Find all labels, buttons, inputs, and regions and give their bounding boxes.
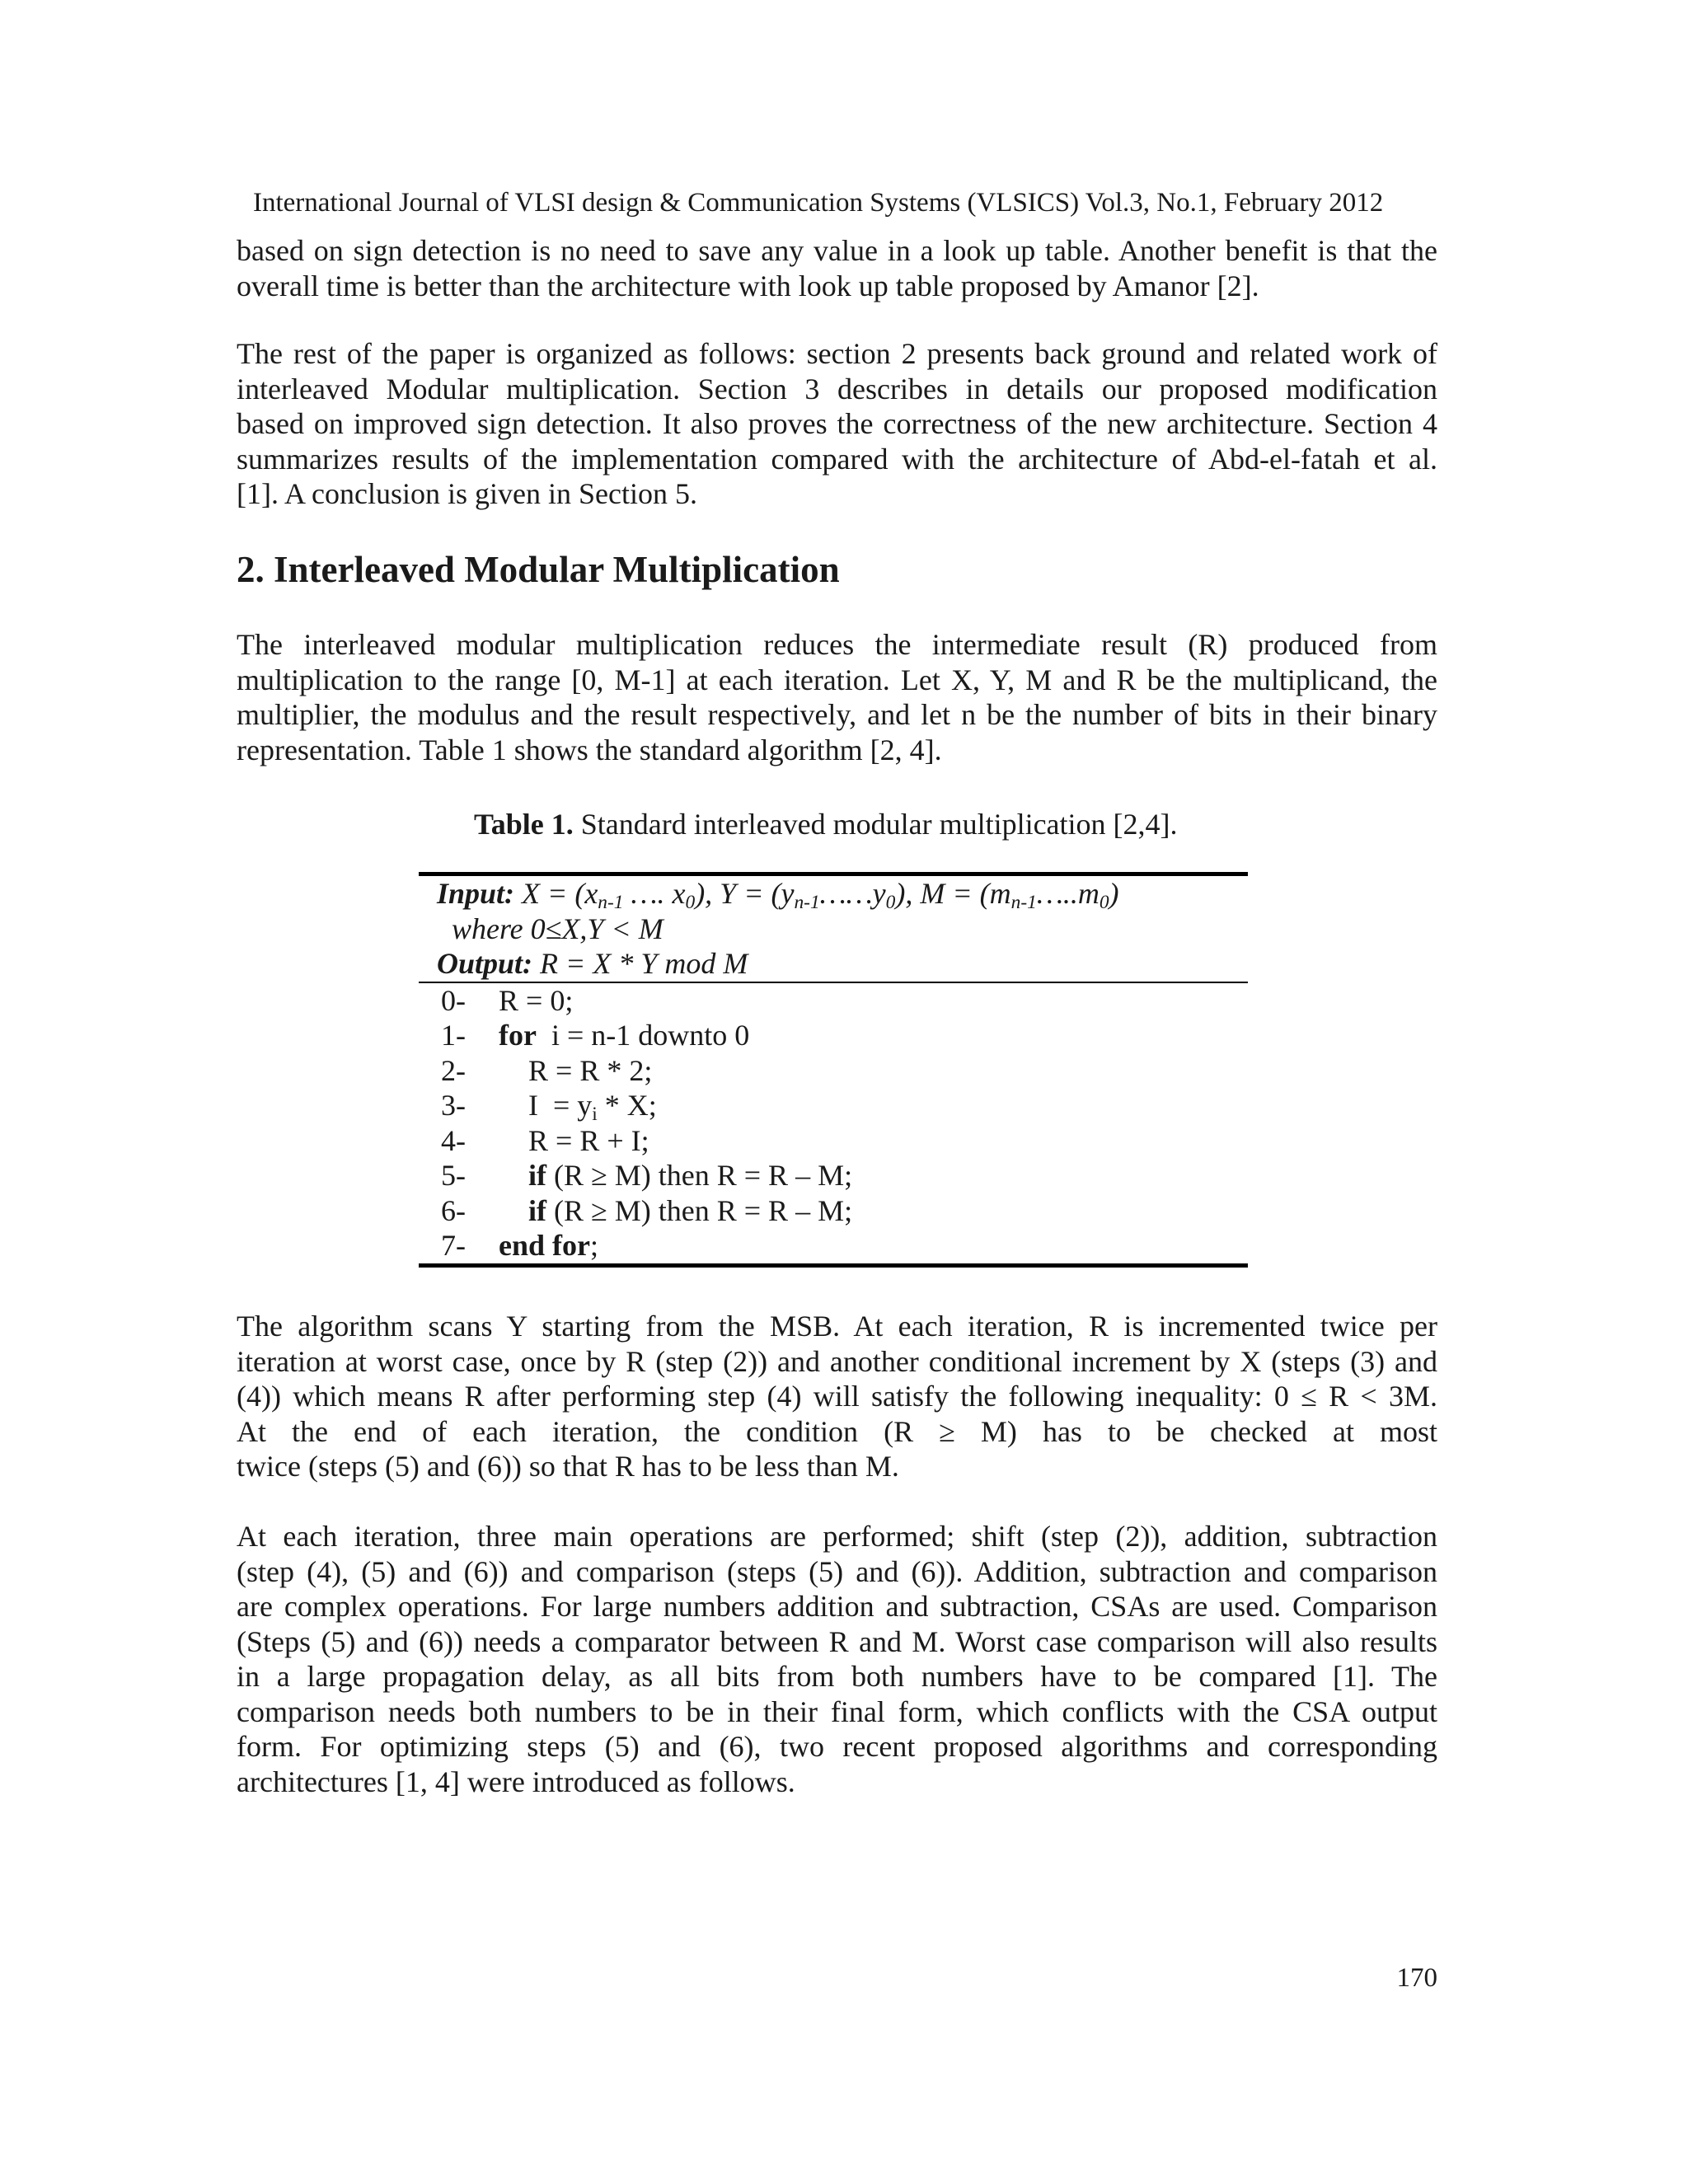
input-text: ): [1109, 877, 1119, 910]
table-bottom-rule: [419, 1263, 1248, 1268]
paragraph-line: twice (steps (5) and (6)) so that R has to be less than M.: [237, 1450, 899, 1483]
paragraph-line: form. For optimizing steps (5) and (6), two recent proposed algorithms and corresponding: [237, 1730, 1437, 1763]
step-keyword: for: [499, 1019, 537, 1052]
algorithm-step: [441, 1123, 1248, 1159]
step-indent: [499, 1194, 528, 1227]
section-heading: 2. Interleaved Modular Multiplication: [237, 549, 840, 590]
step-number: 1-: [441, 1019, 466, 1052]
paragraph-line: overall time is better than the architecture with look up table proposed by Amanor [2].: [237, 269, 1259, 302]
step-text: R = R * 2;: [528, 1053, 653, 1087]
step-number: 4-: [441, 1123, 466, 1157]
organization-paragraph: [237, 336, 1437, 512]
paragraph-line: The algorithm scans Y starting from the MSB. At each iteration, R is incremented twice per: [237, 1310, 1437, 1343]
step-code: [499, 1228, 598, 1263]
step-text: ;: [590, 1229, 599, 1262]
step-code: [499, 1123, 649, 1159]
paragraph-line: interleaved Modular multiplication. Section 3 describes in details our proposed modification: [237, 372, 1437, 405]
step-number: 5-: [441, 1159, 466, 1192]
step-text: (R ≥ M) then R = R – M;: [546, 1159, 853, 1192]
algorithm-step: [441, 1018, 1248, 1053]
input-text: …..m: [1036, 877, 1100, 910]
paragraph-line: [1]. A conclusion is given in Section 5.: [237, 477, 697, 510]
paragraph-line: based on sign detection is no need to save any value in a look up table. Another benefit is that the: [237, 234, 1437, 267]
algorithm-step: [441, 1193, 1248, 1229]
step-keyword: if: [528, 1193, 546, 1227]
step-indent: [499, 1159, 528, 1192]
paragraph-line: (Steps (5) and (6)) needs a comparator between R and M. Worst case comparison will also results: [237, 1624, 1437, 1658]
table-caption-text: Standard interleaved modular multiplication [2,4].: [573, 808, 1178, 841]
step-text: i = n-1 downto 0: [536, 1019, 750, 1052]
paragraph-line: representation. Table 1 shows the standard algorithm [2, 4].: [237, 733, 942, 766]
step-code: [499, 1053, 652, 1089]
step-keyword: if: [528, 1159, 546, 1192]
intro-paragraph: [237, 233, 1437, 303]
paragraph-line: are complex operations. For large numbers addition and subtraction, CSAs are used. Comparison: [237, 1590, 1437, 1623]
step-number: 0-: [441, 983, 466, 1017]
section-paragraph: [237, 627, 1437, 767]
paragraph-line: comparison needs both numbers to be in their final form, which conflicts with the CSA output: [237, 1694, 1437, 1728]
output-text: R = X * Y mod M: [532, 947, 748, 980]
journal-header: International Journal of VLSI design & Communication Systems (VLSICS) Vol.3, No.1, February 2012: [253, 188, 1384, 218]
step-code: [499, 1088, 657, 1123]
subscript: n-1: [598, 891, 624, 913]
paragraph-line: The rest of the paper is organized as follows: section 2 presents back ground and related work of: [237, 337, 1437, 370]
subscript: 0: [685, 891, 696, 913]
algorithm-where: [419, 912, 1248, 947]
algorithm-step: [441, 1053, 1248, 1089]
step-code: [499, 1193, 852, 1229]
step-code: [499, 1018, 749, 1053]
input-text: ), M = (m: [895, 877, 1011, 910]
scan-paragraph: [237, 1309, 1437, 1484]
subscript: 0: [1099, 891, 1109, 913]
step-number: 2-: [441, 1053, 466, 1087]
input-text: ……y: [819, 877, 886, 910]
paragraph-line: architectures [1, 4] were introduced as follows.: [237, 1765, 795, 1798]
algorithm-step: [441, 1158, 1248, 1193]
paragraph-line: (step (4), (5) and (6)) and comparison (steps (5) and (6)). Addition, subtraction and comparison: [237, 1554, 1437, 1588]
table-caption-label: Table 1.: [474, 808, 574, 841]
step-text: R = 0;: [499, 983, 574, 1017]
paragraph-line: At the end of each iteration, the condition (R ≥ M) has to be checked at most: [237, 1414, 1437, 1448]
algorithm-input: [419, 876, 1248, 912]
algorithm-step: [441, 1088, 1248, 1123]
page-number: 170: [1396, 1963, 1437, 1993]
algorithm-step: [441, 983, 1248, 1019]
subscript: n-1: [794, 891, 820, 913]
step-number: 3-: [441, 1089, 466, 1122]
step-text: I = y: [528, 1089, 593, 1122]
paragraph-line: At each iteration, three main operations are performed; shift (step (2)), addition, subtraction: [237, 1520, 1437, 1553]
subscript: i: [592, 1103, 598, 1125]
algorithm-steps: [419, 983, 1248, 1263]
input-text: X = (x: [514, 877, 598, 910]
output-label: Output:: [437, 947, 533, 980]
paragraph-line: summarizes results of the implementation compared with the architecture of Abd-el-fatah et al.: [237, 442, 1437, 476]
paragraph-line: multiplier, the modulus and the result respectively, and let n be the number of bits in their binary: [237, 698, 1437, 731]
algorithm-output: [419, 946, 1248, 982]
step-code: [499, 1158, 852, 1193]
operations-paragraph: [237, 1519, 1437, 1799]
paragraph-line: in a large propagation delay, as all bits from both numbers have to be compared [1]. The: [237, 1660, 1437, 1693]
subscript: 0: [885, 891, 896, 913]
paragraph-line: based on improved sign detection. It also proves the correctness of the new architecture. Section 4: [237, 407, 1437, 440]
paragraph-line: multiplication to the range [0, M-1] at each iteration. Let X, Y, M and R be the multiplicand, the: [237, 663, 1437, 696]
step-text: (R ≥ M) then R = R – M;: [546, 1193, 853, 1227]
input-text: ), Y = (y: [695, 877, 795, 910]
step-keyword: end for: [499, 1229, 590, 1262]
subscript: n-1: [1010, 891, 1037, 913]
step-code: [499, 983, 573, 1019]
step-indent: [499, 1089, 528, 1122]
algorithm-table: [419, 872, 1248, 1268]
paragraph-line: (4)) which means R after performing step (4) will satisfy the following inequality: 0 ≤ R < 3M.: [237, 1380, 1437, 1413]
step-number: 6-: [441, 1193, 466, 1227]
input-text: …. x: [623, 877, 686, 910]
step-indent: [499, 1054, 528, 1087]
table-caption: [474, 806, 1178, 842]
step-number: 7-: [441, 1229, 466, 1262]
input-label: Input:: [437, 877, 515, 910]
paragraph-line: iteration at worst case, once by R (step (2)) and another conditional increment by X (steps (3) and: [237, 1344, 1437, 1378]
step-text: R = R + I;: [528, 1123, 649, 1157]
algorithm-step: [441, 1228, 1248, 1263]
where-text: where 0≤X,Y < M: [452, 912, 663, 945]
paragraph-line: The interleaved modular multiplication reduces the intermediate result (R) produced from: [237, 628, 1437, 661]
step-text: * X;: [597, 1089, 657, 1122]
step-indent: [499, 1124, 528, 1157]
